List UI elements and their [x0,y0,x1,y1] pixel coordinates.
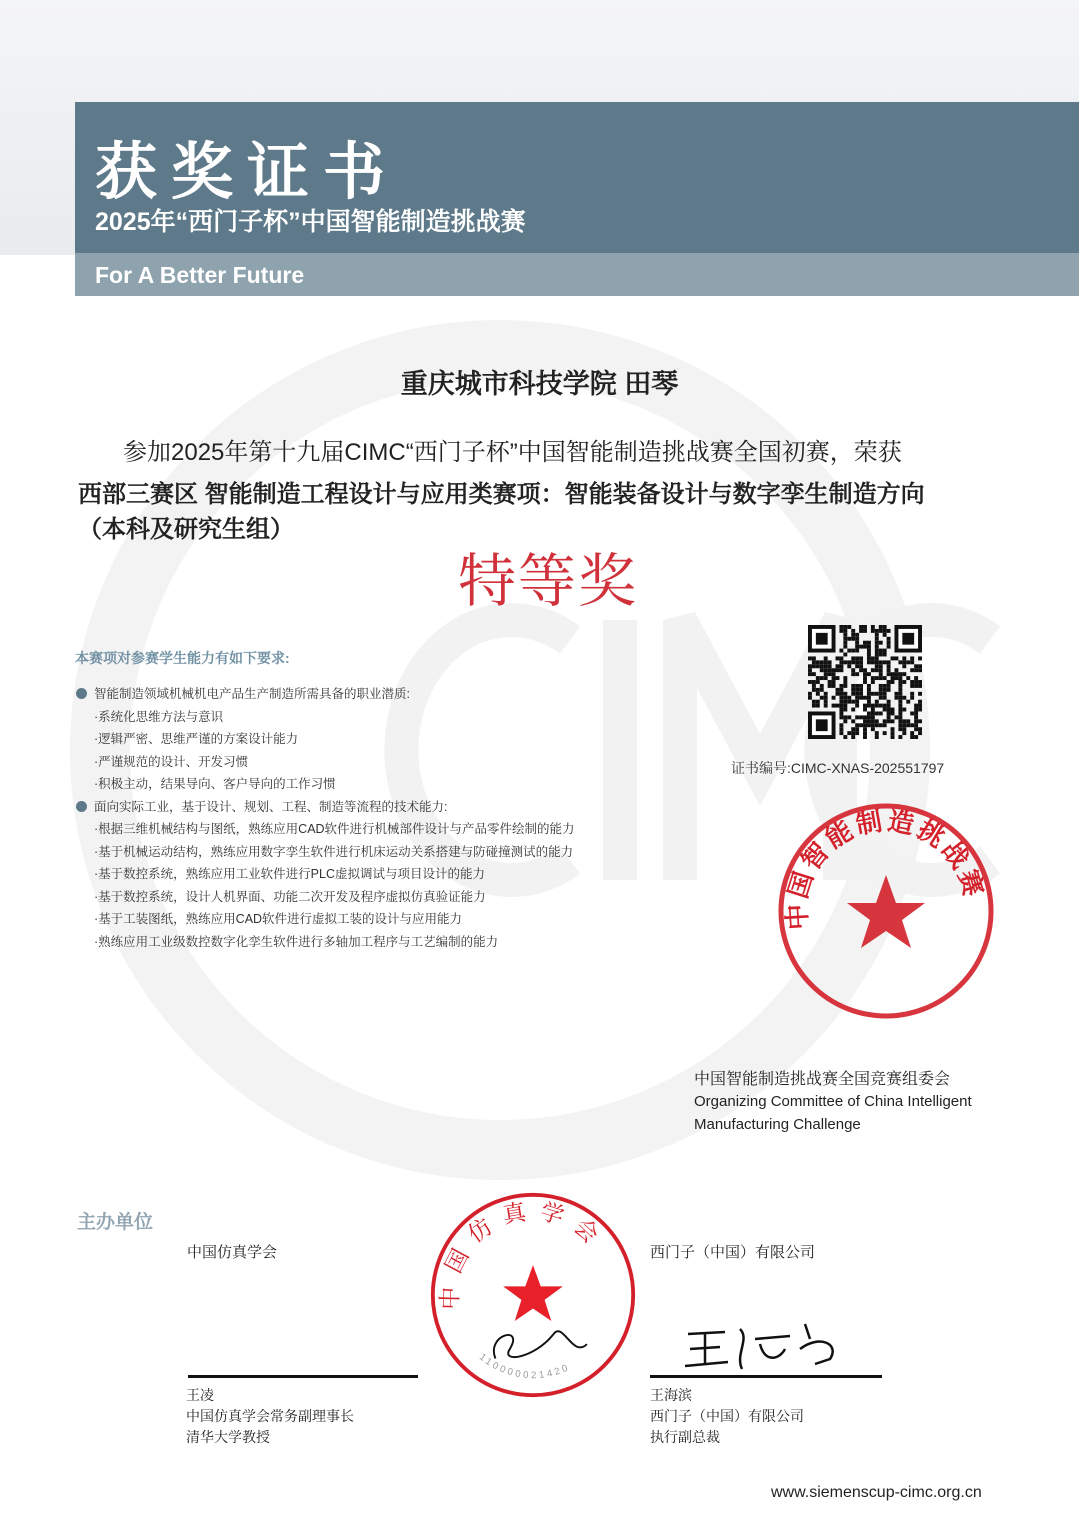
requirements-title: 本赛项对参赛学生能力有如下要求: [75,650,290,666]
society-seal [428,1190,638,1400]
requirement-item: ·积极主动，结果导向、客户导向的工作习惯 [94,777,336,791]
committee-name-en-2: Manufacturing Challenge [694,1116,861,1133]
requirement-item: ·基于工装图纸，熟练应用CAD软件进行虚拟工装的设计与应用能力 [94,912,463,926]
requirement-item: ·系统化思维方法与意识 [94,709,224,724]
society-seal-number: 110000021420 [476,1351,573,1382]
signer-2-details [650,1385,804,1448]
certificate-number-label: 证书编号: [731,760,791,776]
slogan: For A Better Future [95,262,305,288]
award-statement: 参加2025年第十九届CIMC“西门子杯”中国智能制造挑战赛全国初赛，荣获 [123,439,902,466]
signer-2-position: 执行副总裁 [650,1429,720,1445]
society-seal-text: 中国仿真学会 [436,1196,613,1311]
committee-seal [775,800,997,1022]
bullet-icon [76,688,87,699]
requirement-item: ·基于机械运动结构，熟练应用数字孪生软件进行机床运动关系搭建与防碰撞测试的能力 [94,844,574,859]
signer-2-org: 西门子（中国）有限公司 [650,1244,816,1261]
signer-1-title: 中国仿真学会常务副理事长 [186,1408,354,1424]
star-icon [847,875,925,948]
signature-1 [494,1331,587,1358]
signer-1-name: 王凌 [186,1387,214,1403]
signature-line-2 [650,1375,882,1378]
committee-name-cn: 中国智能制造挑战赛全国竞赛组委会 [694,1071,951,1088]
recipient-name: 重庆城市科技学院 田琴 [400,369,679,399]
certificate-number [731,758,944,778]
signature-2 [680,1314,850,1374]
requirement-group-heading [76,797,447,815]
signer-1-org: 中国仿真学会 [187,1244,278,1261]
signer-2-name: 王海滨 [650,1387,692,1403]
competition-title: 2025年“西门子杯”中国智能制造挑战赛 [95,208,526,236]
certificate-title: 获奖证书 [95,138,400,207]
committee-name-en-1: Organizing Committee of China Intelligent [694,1093,972,1110]
requirement-heading-text: 智能制造领域机械机电产品生产制造所需具备的职业潜质: [94,687,410,701]
signer-1-details [186,1385,354,1448]
signer-1-affiliation: 清华大学教授 [186,1429,270,1445]
requirement-item: ·根据三维机械结构与图纸，熟练应用CAD软件进行机械部件设计与产品零件绘制的能力 [94,822,575,836]
signature-line-1 [188,1375,418,1378]
requirement-item: ·严谨规范的设计、开发习惯 [94,754,249,769]
host-label: 主办单位 [77,1212,154,1233]
signer-2-title: 西门子（中国）有限公司 [650,1408,804,1424]
certificate-number-value: CIMC-XNAS-202551797 [790,760,945,776]
committee-seal-text: 中国智能制造挑战赛 [781,805,990,931]
requirement-item: ·基于数控系统，熟练应用工业软件进行PLC虚拟调试与项目设计的能力 [94,867,485,881]
award-category: 西部三赛区 智能制造工程设计与应用类赛项：智能装备设计与数字孪生制造方向 [78,481,925,508]
star-icon [503,1265,563,1321]
requirement-group-heading [76,684,410,702]
requirement-item: ·基于数控系统，设计人机界面、功能二次开发及程序虚拟仿真验证能力 [94,889,486,904]
award-level: 特等奖 [458,549,639,614]
requirement-item: ·熟练应用工业级数控数字化孪生软件进行多轴加工程序与工艺编制的能力 [94,934,499,949]
qr-code[interactable] [808,625,922,739]
requirement-heading-text: 面向实际工业，基于设计、规划、工程、制造等流程的技术能力: [94,799,448,814]
bullet-icon [76,801,87,812]
award-group: （本科及研究生组） [78,516,294,543]
requirement-item: ·逻辑严密、思维严谨的方案设计能力 [94,732,299,746]
website-url: www.siemenscup-cimc.org.cn [771,1484,982,1501]
